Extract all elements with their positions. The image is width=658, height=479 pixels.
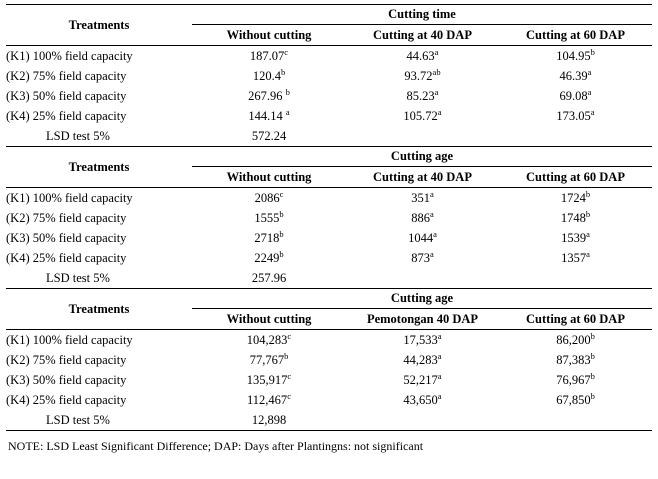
table-1-row-2-val-2: 69.08$^a$ xyxy=(559,86,592,103)
table-2-row-2-val-1: 1044$^a$ xyxy=(408,228,437,245)
table-1-row-0-label: (K1) 100% field capacity xyxy=(6,46,192,67)
table-3-row-1-val-1: 44,283$^a$ xyxy=(403,350,442,367)
table-2-row-0-val-0: 2086$^c$ xyxy=(192,188,346,209)
table-row xyxy=(6,370,652,390)
table-row xyxy=(6,86,652,106)
table-3-treatments-header: Treatments xyxy=(6,289,192,330)
table-2-group-header: Cutting age xyxy=(192,147,652,167)
table-2-row-1-val-2: 1748$^b$ xyxy=(560,208,591,225)
table-1-lsd-label: LSD test 5% xyxy=(46,129,110,143)
table-2-lsd-label: LSD test 5% xyxy=(46,271,110,285)
table-2-row-2-label: (K3) 50% field capacity xyxy=(6,231,127,245)
table-1-row-1-val-0: 120.4$^b$ xyxy=(252,66,286,83)
table-row xyxy=(6,330,652,351)
table-3-row-1-val-2: 87,383$^b$ xyxy=(556,350,595,367)
table-3-col-1: Pemotongan 40 DAP xyxy=(366,312,479,326)
table-1-row-3-val-1: 105.72$^a$ xyxy=(403,106,442,123)
table-3-row-2-val-0: 135,917$^c$ xyxy=(246,370,292,387)
table-1-col-0: Without cutting xyxy=(226,28,312,42)
table-2-row-0-val-1: 351$^a$ xyxy=(346,188,499,209)
table-1-row-0-val-1: 44.63$^a$ xyxy=(346,46,499,67)
table-row xyxy=(6,390,652,410)
table-1-row-3-label: (K4) 25% field capacity xyxy=(6,109,127,123)
table-2-lsd-row xyxy=(6,268,652,288)
table-2-row-3-val-1: 873$^a$ xyxy=(411,248,434,265)
table-row xyxy=(6,208,652,228)
table-1-col-1: Cutting at 40 DAP xyxy=(373,28,472,42)
table-3-lsd-label: LSD test 5% xyxy=(6,410,192,431)
table-note: NOTE: LSD Least Significant Difference; DAP: Days after Plantingns: not significant xyxy=(8,439,424,453)
table-1-row-2-label: (K3) 50% field capacity xyxy=(6,89,127,103)
table-2-row-3-val-2: 1357$^a$ xyxy=(561,248,590,265)
table-row xyxy=(6,350,652,370)
results-table-1 xyxy=(6,4,652,146)
table-3-col-0: Without cutting xyxy=(226,312,312,326)
table-row xyxy=(6,188,652,209)
table-3-row-1-label: (K2) 75% field capacity xyxy=(6,353,127,367)
table-2-treatments-header: Treatments xyxy=(6,147,192,188)
table-2-row-2-val-0: 2718$^b$ xyxy=(254,228,284,245)
table-1-row-3-val-2: 173.05$^a$ xyxy=(556,106,595,123)
table-3-row-2-val-1: 52,217$^a$ xyxy=(403,370,442,387)
table-1-header-row xyxy=(6,5,652,25)
table-row xyxy=(6,248,652,268)
table-2-col-1: Cutting at 40 DAP xyxy=(373,170,472,184)
table-row xyxy=(6,106,652,126)
table-1-row-0-val-2: 104.95$^b$ xyxy=(499,46,652,67)
table-1-lsd-value: 572.24 xyxy=(251,129,287,143)
table-2-row-1-val-0: 1555$^b$ xyxy=(254,208,284,225)
table-2-col-0: Without cutting xyxy=(226,170,312,184)
table-3-row-0-val-2: 86,200$^b$ xyxy=(499,330,652,351)
table-3-row-2-label: (K3) 50% field capacity xyxy=(6,373,127,387)
table-2-lsd-value: 257.96 xyxy=(251,271,287,285)
table-2-row-1-val-1: 886$^a$ xyxy=(411,208,434,225)
table-1-row-0-val-0: 187.07$^c$ xyxy=(192,46,346,67)
table-1-row-1-val-2: 46.39$^a$ xyxy=(559,66,592,83)
table-2-row-1-label: (K2) 75% field capacity xyxy=(6,211,127,225)
table-1-row-1-val-1: 93.72$^{ab}$ xyxy=(404,66,441,83)
table-3-col-2: Cutting at 60 DAP xyxy=(526,312,625,326)
table-1-row-2-val-0: 267.96 $^b$ xyxy=(248,86,290,103)
table-3-lsd-row xyxy=(6,410,652,431)
table-3-row-3-val-2: 67,850$^b$ xyxy=(556,390,595,407)
table-3-row-3-label: (K4) 25% field capacity xyxy=(6,393,127,407)
table-2-row-0-val-2: 1724$^b$ xyxy=(499,188,652,209)
table-3-row-2-val-2: 76,967$^b$ xyxy=(556,370,595,387)
table-2-col-2: Cutting at 60 DAP xyxy=(526,170,625,184)
table-1-treatments-header: Treatments xyxy=(6,5,192,46)
table-2-row-3-val-0: 2249$^b$ xyxy=(254,248,284,265)
table-3-group-header: Cutting age xyxy=(192,289,652,309)
results-table-3 xyxy=(6,288,652,431)
table-3-row-1-val-0: 77,767$^b$ xyxy=(249,350,289,367)
table-2-header-row xyxy=(6,147,652,167)
table-1-row-2-val-1: 85.23$^a$ xyxy=(406,86,439,103)
table-3-row-3-val-0: 112,467$^c$ xyxy=(247,390,291,407)
table-1-row-3-val-0: 144.14 $^a$ xyxy=(248,106,290,123)
table-3-row-0-label: (K1) 100% field capacity xyxy=(6,330,192,351)
table-1-row-1-label: (K2) 75% field capacity xyxy=(6,69,127,83)
table-2-row-2-val-2: 1539$^a$ xyxy=(561,228,590,245)
table-row xyxy=(6,46,652,67)
results-table-2 xyxy=(6,146,652,288)
table-3-lsd-value: 12,898 xyxy=(192,410,346,431)
table-2-row-3-label: (K4) 25% field capacity xyxy=(6,251,127,265)
table-3-row-0-val-1: 17,533$^a$ xyxy=(346,330,499,351)
table-row xyxy=(6,228,652,248)
table-3-row-0-val-0: 104,283$^c$ xyxy=(192,330,346,351)
table-3-header-row xyxy=(6,289,652,309)
table-2-row-0-label: (K1) 100% field capacity xyxy=(6,188,192,209)
table-1-col-2: Cutting at 60 DAP xyxy=(526,28,625,42)
table-row xyxy=(6,66,652,86)
table-1-lsd-row xyxy=(6,126,652,146)
table-1-group-header: Cutting time xyxy=(192,5,652,25)
table-3-row-3-val-1: 43,650$^a$ xyxy=(403,390,442,407)
